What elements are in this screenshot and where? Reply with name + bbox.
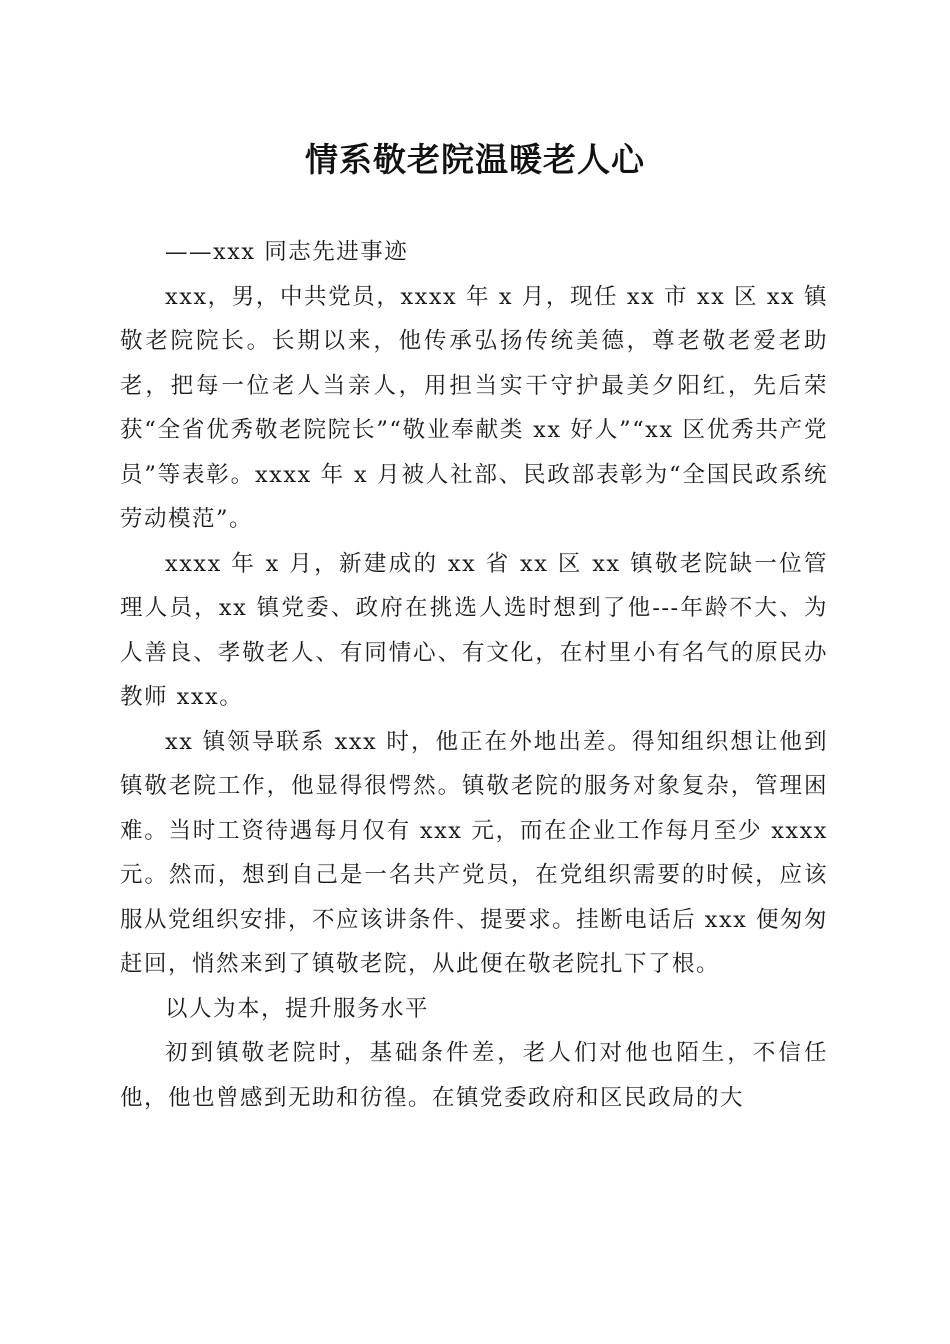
- document-body: [120, 230, 828, 1120]
- paragraph-early-days: 初到镇敬老院时，基础条件差，老人们对他也陌生，不信任他，他也曾感到无助和彷徨。在镇党委政府和区民政局的大: [120, 1040, 828, 1111]
- section-heading: 以人为本，提升服务水平: [165, 995, 430, 1022]
- document-subtitle: ——xxx 同志先进事迹: [165, 239, 409, 265]
- document-title: 情系敬老院温暖老人心: [305, 140, 645, 179]
- paragraph-introduction: xxx，男，中共党员，xxxx 年 x 月，现任 xx 市 xx 区 xx 镇敬老院院长。长期以来，他传承弘扬传统美德，尊老敬老爱老助老，把每一位老人当亲人，用担当实干守护最美夕阳红，先后荣获“全省优秀敬老院院长”“敬业奉献类 xx 好人”“xx 区优秀共产党员”等表彰。xxxx 年 x 月被人社部、民政部表彰为“全国民政系统劳动模范”。: [120, 283, 828, 532]
- paragraph-decision: xx 镇领导联系 xxx 时，他正在外地出差。得知组织想让他到镇敬老院工作，他显得很愕然。镇敬老院的服务对象复杂，管理困难。当时工资待遇每月仅有 xxx 元，而在企业工作每月至少 xxxx 元。然而，想到自己是一名共产党员，在党组织需要的时候，应该服从党组织安排，不应该讲条件、提要求。挂断电话后 xxx 便匆匆赶回，悄然来到了镇敬老院，从此便在敬老院扎下了根。: [120, 728, 828, 977]
- paragraph-appointment: xxxx 年 x 月，新建成的 xx 省 xx 区 xx 镇敬老院缺一位管理人员，xx 镇党委、政府在挑选人选时想到了他---年龄不大、为人善良、孝敬老人、有同情心、有文化，在村里小有名气的原民办教师 xxx。: [120, 550, 828, 710]
